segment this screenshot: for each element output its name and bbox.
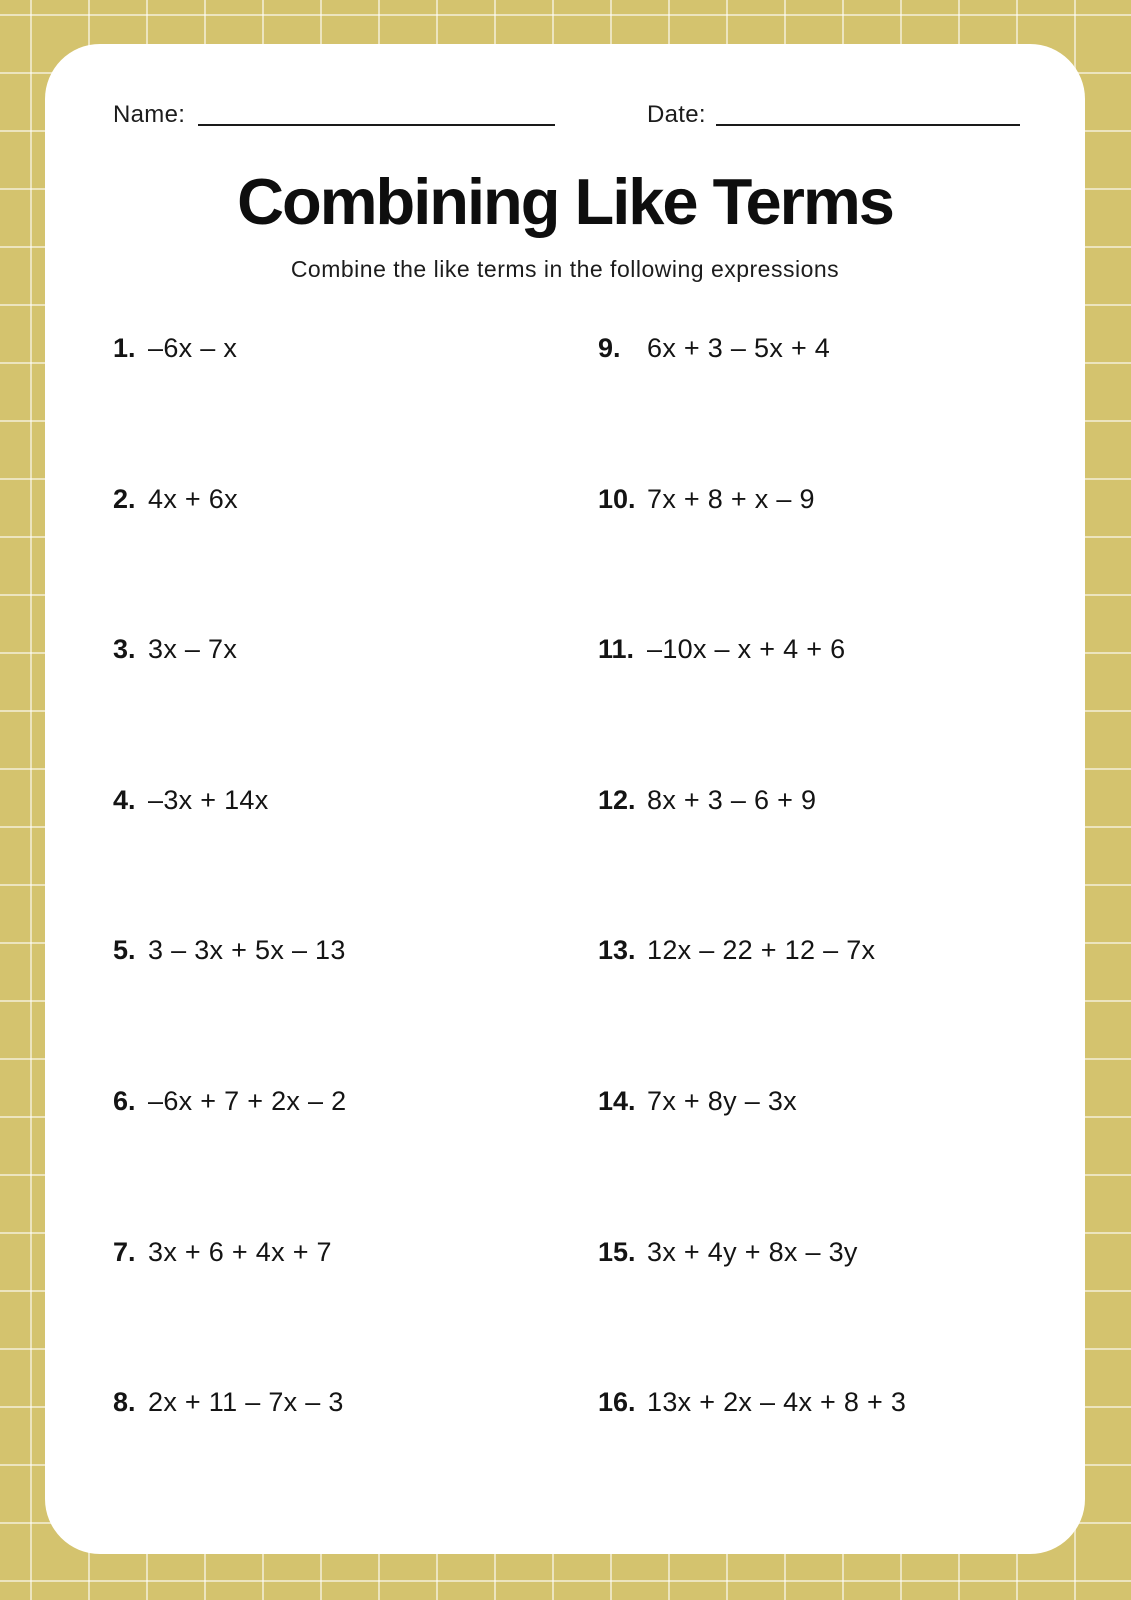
problem-number: 10. [598,483,636,514]
problem-expression: 7x + 8 + x – 9 [647,483,815,514]
problem-item [113,781,598,932]
problem-number: 6. [113,1085,136,1116]
problem-expression: 3x – 7x [148,634,238,665]
problem-number: 3. [113,634,136,665]
problem-expression: –3x + 14x [148,784,269,815]
problem-number: 15. [598,1236,636,1267]
problem-expression: 3 – 3x + 5x – 13 [148,935,346,966]
problem-item [113,1383,598,1534]
problem-number: 11. [598,634,635,665]
worksheet-card [45,44,1085,1554]
problem-item [113,329,598,480]
problem-expression: 7x + 8y – 3x [647,1085,797,1116]
problem-item [598,1383,906,1534]
problem-item [598,329,906,480]
problem-item [598,1233,906,1384]
problem-number: 1. [113,333,136,363]
problem-number: 13. [598,935,636,966]
problem-expression: 6x + 3 – 5x + 4 [647,333,831,363]
problem-number: 12. [598,784,636,815]
worksheet-title: Combining Like Terms [237,165,893,238]
problem-item [113,480,598,631]
problem-expression: –6x + 7 + 2x – 2 [148,1085,347,1116]
problem-item [113,931,598,1082]
problem-item [113,630,598,781]
problem-expression: 12x – 22 + 12 – 7x [647,935,876,966]
problem-list [113,329,906,1534]
problem-number: 5. [113,935,136,966]
problem-expression: 3x + 4y + 8x – 3y [647,1236,858,1267]
problem-expression: 3x + 6 + 4x + 7 [148,1236,332,1267]
problem-expression: 13x + 2x – 4x + 8 + 3 [647,1387,907,1418]
problem-expression: 2x + 11 – 7x – 3 [148,1387,344,1418]
problem-number: 16. [598,1387,636,1418]
problem-item [598,480,906,631]
date-blank-line [716,124,1020,126]
problem-number: 14. [598,1085,636,1116]
problem-item [598,1082,906,1233]
problem-number: 9. [598,333,621,363]
problem-item [598,931,906,1082]
problem-item [113,1233,598,1384]
problem-number: 8. [113,1387,136,1418]
problem-number: 4. [113,784,136,815]
date-label: Date: [647,101,706,128]
problem-item [598,630,906,781]
name-label: Name: [113,101,186,128]
problem-item [598,781,906,932]
name-blank-line [198,124,555,126]
problem-number: 2. [113,483,136,514]
problem-number: 7. [113,1236,136,1267]
problem-expression: 4x + 6x [148,483,238,514]
worksheet-instructions: Combine the like terms in the following expressions [290,256,840,282]
problem-expression: 8x + 3 – 6 + 9 [647,784,817,815]
problem-item [113,1082,598,1233]
problem-expression: –10x – x + 4 + 6 [647,634,846,665]
problem-expression: –6x – x [148,333,238,363]
